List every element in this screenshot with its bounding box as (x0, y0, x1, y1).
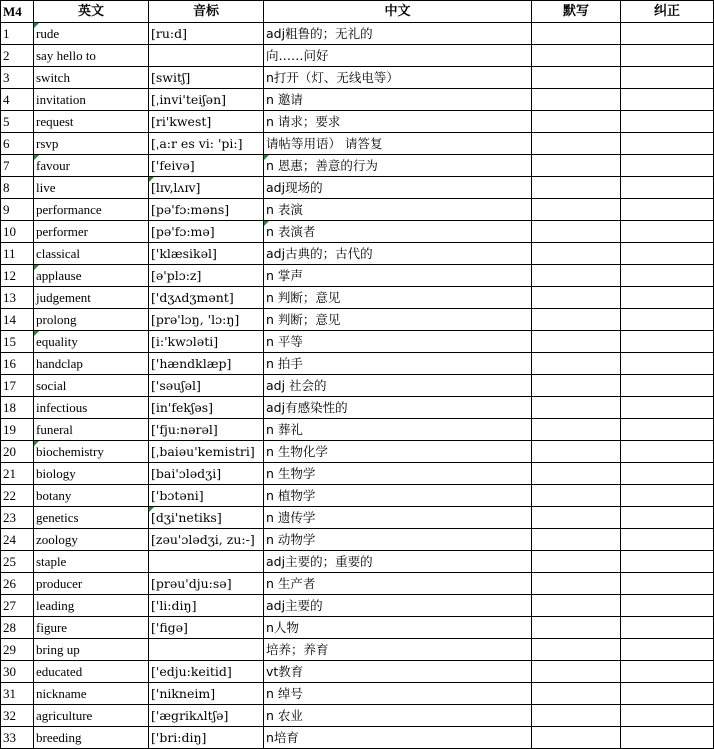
row-number-cell: 15 (1, 331, 34, 353)
chinese-meaning-cell: n 拍手 (264, 353, 532, 375)
correction-cell[interactable] (621, 177, 714, 199)
row-number-cell: 18 (1, 397, 34, 419)
phonetic-cell: [ə'plɔ:z] (149, 265, 264, 287)
english-word-cell: favour (34, 155, 149, 177)
chinese-meaning-cell: n 植物学 (264, 485, 532, 507)
dictation-cell[interactable] (532, 89, 621, 111)
row-number-cell: 11 (1, 243, 34, 265)
dictation-cell[interactable] (532, 67, 621, 89)
english-word-cell: infectious (34, 397, 149, 419)
correction-cell[interactable] (621, 375, 714, 397)
dictation-cell[interactable] (532, 617, 621, 639)
english-word-cell: performance (34, 199, 149, 221)
phonetic-cell: ['dʒʌdʒmənt] (149, 287, 264, 309)
correction-cell[interactable] (621, 23, 714, 45)
table-row (1, 45, 714, 67)
row-number-cell: 10 (1, 221, 34, 243)
correction-cell[interactable] (621, 617, 714, 639)
english-word-cell: leading (34, 595, 149, 617)
english-word-cell: staple (34, 551, 149, 573)
row-number-cell: 21 (1, 463, 34, 485)
dictation-cell[interactable] (532, 199, 621, 221)
phonetic-cell: [ri'kwest] (149, 111, 264, 133)
phonetic-cell: [lɪv,lʌɪv] (149, 177, 264, 199)
table-row (1, 243, 714, 265)
english-word-cell: botany (34, 485, 149, 507)
english-word-cell: performer (34, 221, 149, 243)
english-word-cell: live (34, 177, 149, 199)
english-word-cell: classical (34, 243, 149, 265)
correction-cell[interactable] (621, 419, 714, 441)
english-word-cell: judgement (34, 287, 149, 309)
chinese-meaning-cell: n 农业 (264, 705, 532, 727)
table-row (1, 727, 714, 749)
dictation-cell[interactable] (532, 287, 621, 309)
chinese-meaning-cell: adj粗鲁的；无礼的 (264, 23, 532, 45)
chinese-meaning-cell: adj 社会的 (264, 375, 532, 397)
dictation-cell[interactable] (532, 507, 621, 529)
dictation-cell[interactable] (532, 705, 621, 727)
correction-cell[interactable] (621, 331, 714, 353)
english-word-cell: invitation (34, 89, 149, 111)
phonetic-cell: [ˌinvi'teiʃən] (149, 89, 264, 111)
table-row (1, 463, 714, 485)
phonetic-cell: ['figə] (149, 617, 264, 639)
row-number-cell: 23 (1, 507, 34, 529)
english-word-cell: educated (34, 661, 149, 683)
dictation-cell[interactable] (532, 375, 621, 397)
chinese-meaning-cell: 培养；养育 (264, 639, 532, 661)
table-row (1, 705, 714, 727)
row-number-cell: 6 (1, 133, 34, 155)
chinese-meaning-cell: adj古典的；古代的 (264, 243, 532, 265)
dictation-cell[interactable] (532, 353, 621, 375)
english-word-cell: bring up (34, 639, 149, 661)
chinese-meaning-cell: vt教育 (264, 661, 532, 683)
chinese-meaning-cell: n 生物学 (264, 463, 532, 485)
table-row (1, 573, 714, 595)
row-number-cell: 26 (1, 573, 34, 595)
correction-cell[interactable] (621, 441, 714, 463)
english-word-cell: funeral (34, 419, 149, 441)
chinese-meaning-cell: n 表演 (264, 199, 532, 221)
table-row (1, 397, 714, 419)
row-number-cell: 12 (1, 265, 34, 287)
dictation-cell[interactable] (532, 463, 621, 485)
correction-cell[interactable] (621, 573, 714, 595)
phonetic-cell: [ˌa:r es vi: 'pi:] (149, 133, 264, 155)
row-number-cell: 30 (1, 661, 34, 683)
english-word-cell: zoology (34, 529, 149, 551)
correction-cell[interactable] (621, 639, 714, 661)
phonetic-cell: ['feivə] (149, 155, 264, 177)
row-number-cell: 32 (1, 705, 34, 727)
row-number-cell: 9 (1, 199, 34, 221)
row-number-cell: 25 (1, 551, 34, 573)
dictation-cell[interactable] (532, 221, 621, 243)
table-row (1, 551, 714, 573)
correction-cell[interactable] (621, 45, 714, 67)
table-row (1, 287, 714, 309)
dictation-cell[interactable] (532, 397, 621, 419)
phonetic-cell: ['bri:diŋ] (149, 727, 264, 749)
dictation-cell[interactable] (532, 595, 621, 617)
phonetic-cell (149, 639, 264, 661)
row-number-cell: 14 (1, 309, 34, 331)
dictation-cell[interactable] (532, 485, 621, 507)
chinese-meaning-cell: n 请求；要求 (264, 111, 532, 133)
phonetic-cell: [dʒi'netiks] (149, 507, 264, 529)
row-number-cell: 22 (1, 485, 34, 507)
english-word-cell: rude (34, 23, 149, 45)
dictation-cell[interactable] (532, 331, 621, 353)
table-row (1, 485, 714, 507)
dictation-cell[interactable] (532, 155, 621, 177)
correction-cell[interactable] (621, 265, 714, 287)
header-unit: M4 (1, 1, 34, 23)
phonetic-cell: ['fju:nərəl] (149, 419, 264, 441)
row-number-cell: 31 (1, 683, 34, 705)
chinese-meaning-cell: adj现场的 (264, 177, 532, 199)
phonetic-cell (149, 551, 264, 573)
phonetic-cell: [prəu'dju:sə] (149, 573, 264, 595)
table-row (1, 507, 714, 529)
chinese-meaning-cell: n 判断；意见 (264, 287, 532, 309)
row-number-cell: 7 (1, 155, 34, 177)
header-row (1, 1, 714, 23)
chinese-meaning-cell: n 遗传学 (264, 507, 532, 529)
chinese-meaning-cell: n打开（灯、无线电等） (264, 67, 532, 89)
row-number-cell: 19 (1, 419, 34, 441)
correction-cell[interactable] (621, 199, 714, 221)
correction-cell[interactable] (621, 309, 714, 331)
phonetic-cell: [i:'kwɔləti] (149, 331, 264, 353)
correction-cell[interactable] (621, 727, 714, 749)
phonetic-cell: ['ægrikʌltʃə] (149, 705, 264, 727)
phonetic-cell: [switʃ] (149, 67, 264, 89)
dictation-cell[interactable] (532, 177, 621, 199)
english-word-cell: say hello to (34, 45, 149, 67)
correction-cell[interactable] (621, 89, 714, 111)
dictation-cell[interactable] (532, 23, 621, 45)
english-word-cell: biochemistry (34, 441, 149, 463)
english-word-cell: genetics (34, 507, 149, 529)
phonetic-cell: ['nikneim] (149, 683, 264, 705)
english-word-cell: agriculture (34, 705, 149, 727)
table-row (1, 617, 714, 639)
chinese-meaning-cell: n 动物学 (264, 529, 532, 551)
phonetic-cell: ['edju:keitid] (149, 661, 264, 683)
dictation-cell[interactable] (532, 529, 621, 551)
dictation-cell[interactable] (532, 111, 621, 133)
chinese-meaning-cell: adj主要的；重要的 (264, 551, 532, 573)
dictation-cell[interactable] (532, 243, 621, 265)
table-row (1, 199, 714, 221)
dictation-cell[interactable] (532, 639, 621, 661)
correction-cell[interactable] (621, 551, 714, 573)
chinese-meaning-cell: n 生物化学 (264, 441, 532, 463)
row-number-cell: 3 (1, 67, 34, 89)
phonetic-cell: [pə'fɔ:mə] (149, 221, 264, 243)
correction-cell[interactable] (621, 221, 714, 243)
phonetic-cell: [ˌbaiəu'kemistri] (149, 441, 264, 463)
row-number-cell: 17 (1, 375, 34, 397)
correction-cell[interactable] (621, 353, 714, 375)
phonetic-cell: [prə'lɔŋ, 'lɔ:ŋ] (149, 309, 264, 331)
phonetic-cell: ['bɔtəni] (149, 485, 264, 507)
english-word-cell: equality (34, 331, 149, 353)
table-row (1, 23, 714, 45)
dictation-cell[interactable] (532, 309, 621, 331)
dictation-cell[interactable] (532, 419, 621, 441)
chinese-meaning-cell: n 判断；意见 (264, 309, 532, 331)
table-row (1, 67, 714, 89)
dictation-cell[interactable] (532, 727, 621, 749)
dictation-cell[interactable] (532, 661, 621, 683)
row-number-cell: 5 (1, 111, 34, 133)
english-word-cell: nickname (34, 683, 149, 705)
dictation-cell[interactable] (532, 441, 621, 463)
header-chinese: 中文 (264, 1, 532, 23)
table-row (1, 331, 714, 353)
english-word-cell: biology (34, 463, 149, 485)
row-number-cell: 33 (1, 727, 34, 749)
row-number-cell: 16 (1, 353, 34, 375)
row-number-cell: 4 (1, 89, 34, 111)
english-word-cell: request (34, 111, 149, 133)
chinese-meaning-cell: n 葬礼 (264, 419, 532, 441)
english-word-cell: rsvp (34, 133, 149, 155)
table-row (1, 441, 714, 463)
row-number-cell: 2 (1, 45, 34, 67)
chinese-meaning-cell: n 邀请 (264, 89, 532, 111)
correction-cell[interactable] (621, 133, 714, 155)
table-row (1, 309, 714, 331)
chinese-meaning-cell: n 生产者 (264, 573, 532, 595)
header-english: 英文 (34, 1, 149, 23)
correction-cell[interactable] (621, 529, 714, 551)
header-phonetic: 音标 (149, 1, 264, 23)
dictation-cell[interactable] (532, 683, 621, 705)
chinese-meaning-cell: n培育 (264, 727, 532, 749)
phonetic-cell (149, 45, 264, 67)
header-correction: 纠正 (621, 1, 714, 23)
table-row (1, 155, 714, 177)
english-word-cell: handclap (34, 353, 149, 375)
table-row (1, 661, 714, 683)
row-number-cell: 8 (1, 177, 34, 199)
phonetic-cell: ['klæsikəl] (149, 243, 264, 265)
english-word-cell: prolong (34, 309, 149, 331)
correction-cell[interactable] (621, 463, 714, 485)
phonetic-cell: [zəu'ɔlədʒi, zu:-] (149, 529, 264, 551)
table-row (1, 221, 714, 243)
phonetic-cell: ['li:diŋ] (149, 595, 264, 617)
chinese-meaning-cell: 向……问好 (264, 45, 532, 67)
phonetic-cell: [in'fekʃəs] (149, 397, 264, 419)
correction-cell[interactable] (621, 485, 714, 507)
chinese-meaning-cell: n人物 (264, 617, 532, 639)
table-row (1, 265, 714, 287)
phonetic-cell: [pə'fɔ:məns] (149, 199, 264, 221)
dictation-cell[interactable] (532, 133, 621, 155)
row-number-cell: 24 (1, 529, 34, 551)
correction-cell[interactable] (621, 705, 714, 727)
correction-cell[interactable] (621, 683, 714, 705)
row-number-cell: 1 (1, 23, 34, 45)
correction-cell[interactable] (621, 507, 714, 529)
table-row (1, 375, 714, 397)
english-word-cell: producer (34, 573, 149, 595)
phonetic-cell: [bai'ɔlədʒi] (149, 463, 264, 485)
correction-cell[interactable] (621, 155, 714, 177)
table-row (1, 595, 714, 617)
english-word-cell: breeding (34, 727, 149, 749)
table-row (1, 353, 714, 375)
english-word-cell: switch (34, 67, 149, 89)
table-row (1, 111, 714, 133)
row-number-cell: 27 (1, 595, 34, 617)
row-number-cell: 29 (1, 639, 34, 661)
chinese-meaning-cell: adj有感染性的 (264, 397, 532, 419)
chinese-meaning-cell: n 平等 (264, 331, 532, 353)
correction-cell[interactable] (621, 287, 714, 309)
english-word-cell: applause (34, 265, 149, 287)
phonetic-cell: [ru:d] (149, 23, 264, 45)
header-dictation: 默写 (532, 1, 621, 23)
chinese-meaning-cell: 请帖等用语） 请答复 (264, 133, 532, 155)
dictation-cell[interactable] (532, 573, 621, 595)
table-row (1, 683, 714, 705)
correction-cell[interactable] (621, 595, 714, 617)
dictation-cell[interactable] (532, 265, 621, 287)
table-row (1, 133, 714, 155)
chinese-meaning-cell: n 绰号 (264, 683, 532, 705)
chinese-meaning-cell: n 掌声 (264, 265, 532, 287)
row-number-cell: 20 (1, 441, 34, 463)
table-row (1, 419, 714, 441)
correction-cell[interactable] (621, 661, 714, 683)
table-row (1, 177, 714, 199)
chinese-meaning-cell: adj主要的 (264, 595, 532, 617)
english-word-cell: social (34, 375, 149, 397)
correction-cell[interactable] (621, 243, 714, 265)
correction-cell[interactable] (621, 111, 714, 133)
table-row (1, 529, 714, 551)
table-row (1, 89, 714, 111)
phonetic-cell: ['hændklæp] (149, 353, 264, 375)
correction-cell[interactable] (621, 397, 714, 419)
chinese-meaning-cell: n 表演者 (264, 221, 532, 243)
dictation-cell[interactable] (532, 551, 621, 573)
chinese-meaning-cell: n 恩惠；善意的行为 (264, 155, 532, 177)
correction-cell[interactable] (621, 67, 714, 89)
table-row (1, 639, 714, 661)
dictation-cell[interactable] (532, 45, 621, 67)
row-number-cell: 28 (1, 617, 34, 639)
phonetic-cell: ['səuʃəl] (149, 375, 264, 397)
english-word-cell: figure (34, 617, 149, 639)
row-number-cell: 13 (1, 287, 34, 309)
